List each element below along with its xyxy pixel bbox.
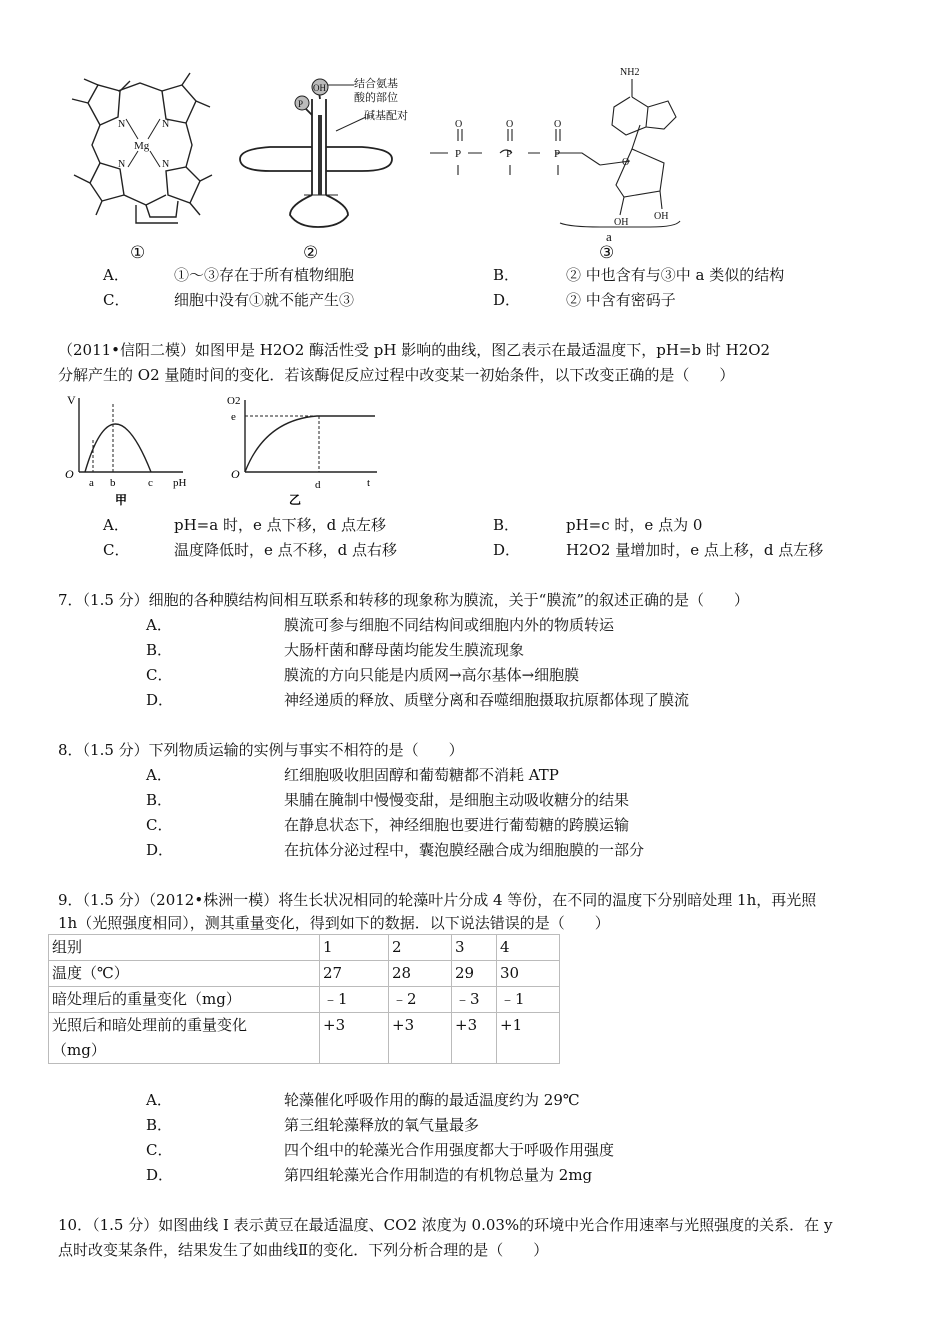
table-cell: 3 [452, 935, 497, 961]
table-cell: 暗处理后的重量变化（mg） [49, 987, 320, 1013]
trna-annot-2: 酸的部位 [354, 92, 398, 104]
table-row [49, 961, 560, 987]
yi-caption: 乙 [289, 493, 302, 507]
table-cell: 30 [497, 961, 560, 987]
q8-option-d-letter: D． [146, 841, 174, 859]
table-cell: +3 [452, 1013, 497, 1064]
q5-option-c-letter: C． [103, 291, 130, 309]
q6-stem-line2: 分解产生的 O2 量随时间的变化．若该酶促反应过程中改变某一初始条件，以下改变正确的是（ ） [58, 366, 735, 384]
q6-option-b-text: pH=c 时，e 点为 0 [566, 516, 703, 534]
yi-origin: O [231, 467, 240, 481]
q9-option-a-letter: A． [146, 1091, 172, 1109]
jia-tick-ph: pH [173, 477, 187, 489]
table-row [49, 935, 560, 961]
graph-yi [227, 395, 377, 507]
q6-option-a-text: pH=a 时，e 点下移，d 点左移 [174, 516, 386, 534]
table-cell: +1 [497, 1013, 560, 1064]
caption-1: ① [130, 243, 146, 262]
atp-p3: P [554, 148, 561, 160]
q5-option-d-text: ② 中含有密码子 [566, 291, 676, 309]
mg-label: Mg [134, 140, 150, 152]
table-cell: 4 [497, 935, 560, 961]
q9-stem-line1: 9．（1.5 分）（2012•株洲一模）将生长状况相同的轮藻叶片分成 4 等份，在不同的温度下分别暗处理 1h，再光照 [58, 891, 817, 909]
table-row [49, 987, 560, 1013]
atp-nh2: NH2 [620, 67, 640, 78]
q7-option-b-letter: B． [146, 641, 173, 659]
q7-option-b-text: 大肠杆菌和酵母菌均能发生膜流现象 [284, 641, 525, 659]
q8-stem: 8．（1.5 分）下列物质运输的实例与事实不相符的是（ ） [58, 741, 464, 759]
table-cell: ﹣2 [389, 987, 452, 1013]
trna-annot-1: 结合氨基 [354, 78, 398, 90]
table-cell: 2 [389, 935, 452, 961]
q7-option-c-letter: C． [146, 666, 173, 684]
q6-option-c-letter: C． [103, 541, 130, 559]
jia-origin: O [65, 467, 74, 481]
q8-option-a-letter: A． [146, 766, 172, 784]
n-label-2: N [162, 119, 170, 130]
jia-caption: 甲 [115, 493, 128, 507]
table-cell: 27 [320, 961, 389, 987]
table-cell-text-cont: （mg） [52, 1041, 106, 1059]
q6-stem-line1: （2011•信阳二模）如图甲是 H2O2 酶活性受 pH 影响的曲线，图乙表示在最适温度下，pH=b 时 H2O2 [58, 341, 771, 359]
jia-tick-c: c [148, 477, 153, 489]
q9-option-c-text: 四个组中的轮藻光合作用强度都大于呼吸作用强度 [284, 1141, 615, 1159]
n-label-3: N [118, 159, 126, 170]
table-cell: +3 [389, 1013, 452, 1064]
table-cell: 组别 [49, 935, 320, 961]
q9-data-table [48, 934, 560, 1064]
trna-structure [240, 85, 392, 227]
table-cell: 29 [452, 961, 497, 987]
table-cell: 温度（℃） [49, 961, 320, 987]
q5-option-a-text: ①～③存在于所有植物细胞 [174, 266, 355, 284]
caption-3: ③ [599, 243, 615, 262]
molecule-figure [0, 55, 950, 265]
atp-o3: O [554, 119, 562, 130]
table-cell [49, 1013, 320, 1064]
atp-p2: P [506, 148, 513, 160]
n-label-1: N [118, 119, 126, 130]
jia-tick-a: a [89, 477, 94, 489]
q6-option-b-letter: B． [493, 516, 520, 534]
n-label-4: N [162, 159, 170, 170]
q9-option-a-text: 轮藻催化呼吸作用的酶的最适温度约为 29℃ [284, 1091, 580, 1109]
table-cell: 1 [320, 935, 389, 961]
atp-o1: O [455, 119, 463, 130]
q9-option-c-letter: C． [146, 1141, 173, 1159]
table-cell: ﹣3 [452, 987, 497, 1013]
table-cell: ﹣1 [320, 987, 389, 1013]
yi-tick-t: t [367, 477, 371, 489]
q8-option-c-text: 在静息状态下，神经细胞也要进行葡萄糖的跨膜运输 [284, 816, 630, 834]
q8-option-a-text: 红细胞吸收胆固醇和葡萄糖都不消耗 ATP [284, 766, 559, 784]
q5-option-b-letter: B． [493, 266, 520, 284]
q6-graphs [55, 390, 395, 510]
table-cell: ﹣1 [497, 987, 560, 1013]
q6-option-c-text: 温度降低时，e 点不移，d 点右移 [174, 541, 398, 559]
trna-annot-3: 碱基配对 [364, 110, 408, 122]
q10-stem-line1: 10．（1.5 分）如图曲线 I 表示黄豆在最适温度、CO2 浓度为 0.03%的环境中光合作用速率与光照强度的关系．在 y [58, 1216, 833, 1234]
q8-option-d-text: 在抗体分泌过程中，囊泡膜经融合成为细胞膜的一部分 [284, 841, 645, 859]
q7-option-c-text: 膜流的方向只能是内质网→高尔基体→细胞膜 [284, 666, 580, 684]
q10-stem-line2: 点时改变某条件，结果发生了如曲线Ⅱ的变化．下列分析合理的是（ ） [58, 1241, 549, 1259]
q5-option-c-text: 细胞中没有①就不能产生③ [174, 291, 355, 309]
table-cell-text: 光照后和暗处理前的重量变化 [52, 1016, 248, 1034]
graph-jia [65, 393, 187, 507]
atp-o4: O [622, 157, 630, 168]
q8-option-b-letter: B． [146, 791, 173, 809]
yi-tick-d: d [315, 479, 321, 491]
table-row [49, 1013, 560, 1064]
q5-option-a-letter: A． [103, 266, 129, 284]
trna-oh: OH [313, 83, 326, 93]
atp-o2: O [506, 119, 514, 130]
q7-option-d-letter: D． [146, 691, 174, 709]
caption-2: ② [303, 243, 319, 262]
jia-ylabel: V [67, 393, 76, 407]
q9-option-d-text: 第四组轮藻光合作用制造的有机物总量为 2mg [284, 1166, 593, 1184]
atp-a-label: a [606, 229, 612, 244]
table-cell: +3 [320, 1013, 389, 1064]
q5-option-b-text: ② 中也含有与③中 a 类似的结构 [566, 266, 785, 284]
jia-tick-b: b [110, 477, 116, 489]
q6-option-d-letter: D． [493, 541, 521, 559]
atp-oh1: OH [614, 217, 629, 228]
q9-option-b-letter: B． [146, 1116, 173, 1134]
q8-option-c-letter: C． [146, 816, 173, 834]
q8-option-b-text: 果脯在腌制中慢慢变甜，是细胞主动吸收糖分的结果 [284, 791, 630, 809]
q9-stem-line2: 1h（光照强度相同），测其重量变化，得到如下的数据．以下说法错误的是（ ） [58, 914, 610, 932]
q5-option-d-letter: D． [493, 291, 521, 309]
yi-e: e [231, 411, 236, 423]
q9-option-b-text: 第三组轮藻释放的氧气量最多 [284, 1116, 480, 1134]
q7-stem: 7．（1.5 分）细胞的各种膜结构间相互联系和转移的现象称为膜流，关于“膜流”的叙述正确的是（ ） [58, 591, 750, 609]
atp-oh2: OH [654, 211, 669, 222]
q6-option-a-letter: A． [103, 516, 129, 534]
yi-ylabel: O2 [227, 395, 241, 407]
q7-option-a-text: 膜流可参与细胞不同结构间或细胞内外的物质转运 [284, 616, 615, 634]
trna-p: P [298, 99, 304, 109]
q9-option-d-letter: D． [146, 1166, 174, 1184]
atp-p1: P [455, 148, 462, 160]
q7-option-a-letter: A． [146, 616, 172, 634]
q7-option-d-text: 神经递质的释放、质壁分离和吞噬细胞摄取抗原都体现了膜流 [284, 691, 690, 709]
q6-option-d-text: H2O2 量增加时，e 点上移，d 点左移 [566, 541, 824, 559]
table-cell: 28 [389, 961, 452, 987]
